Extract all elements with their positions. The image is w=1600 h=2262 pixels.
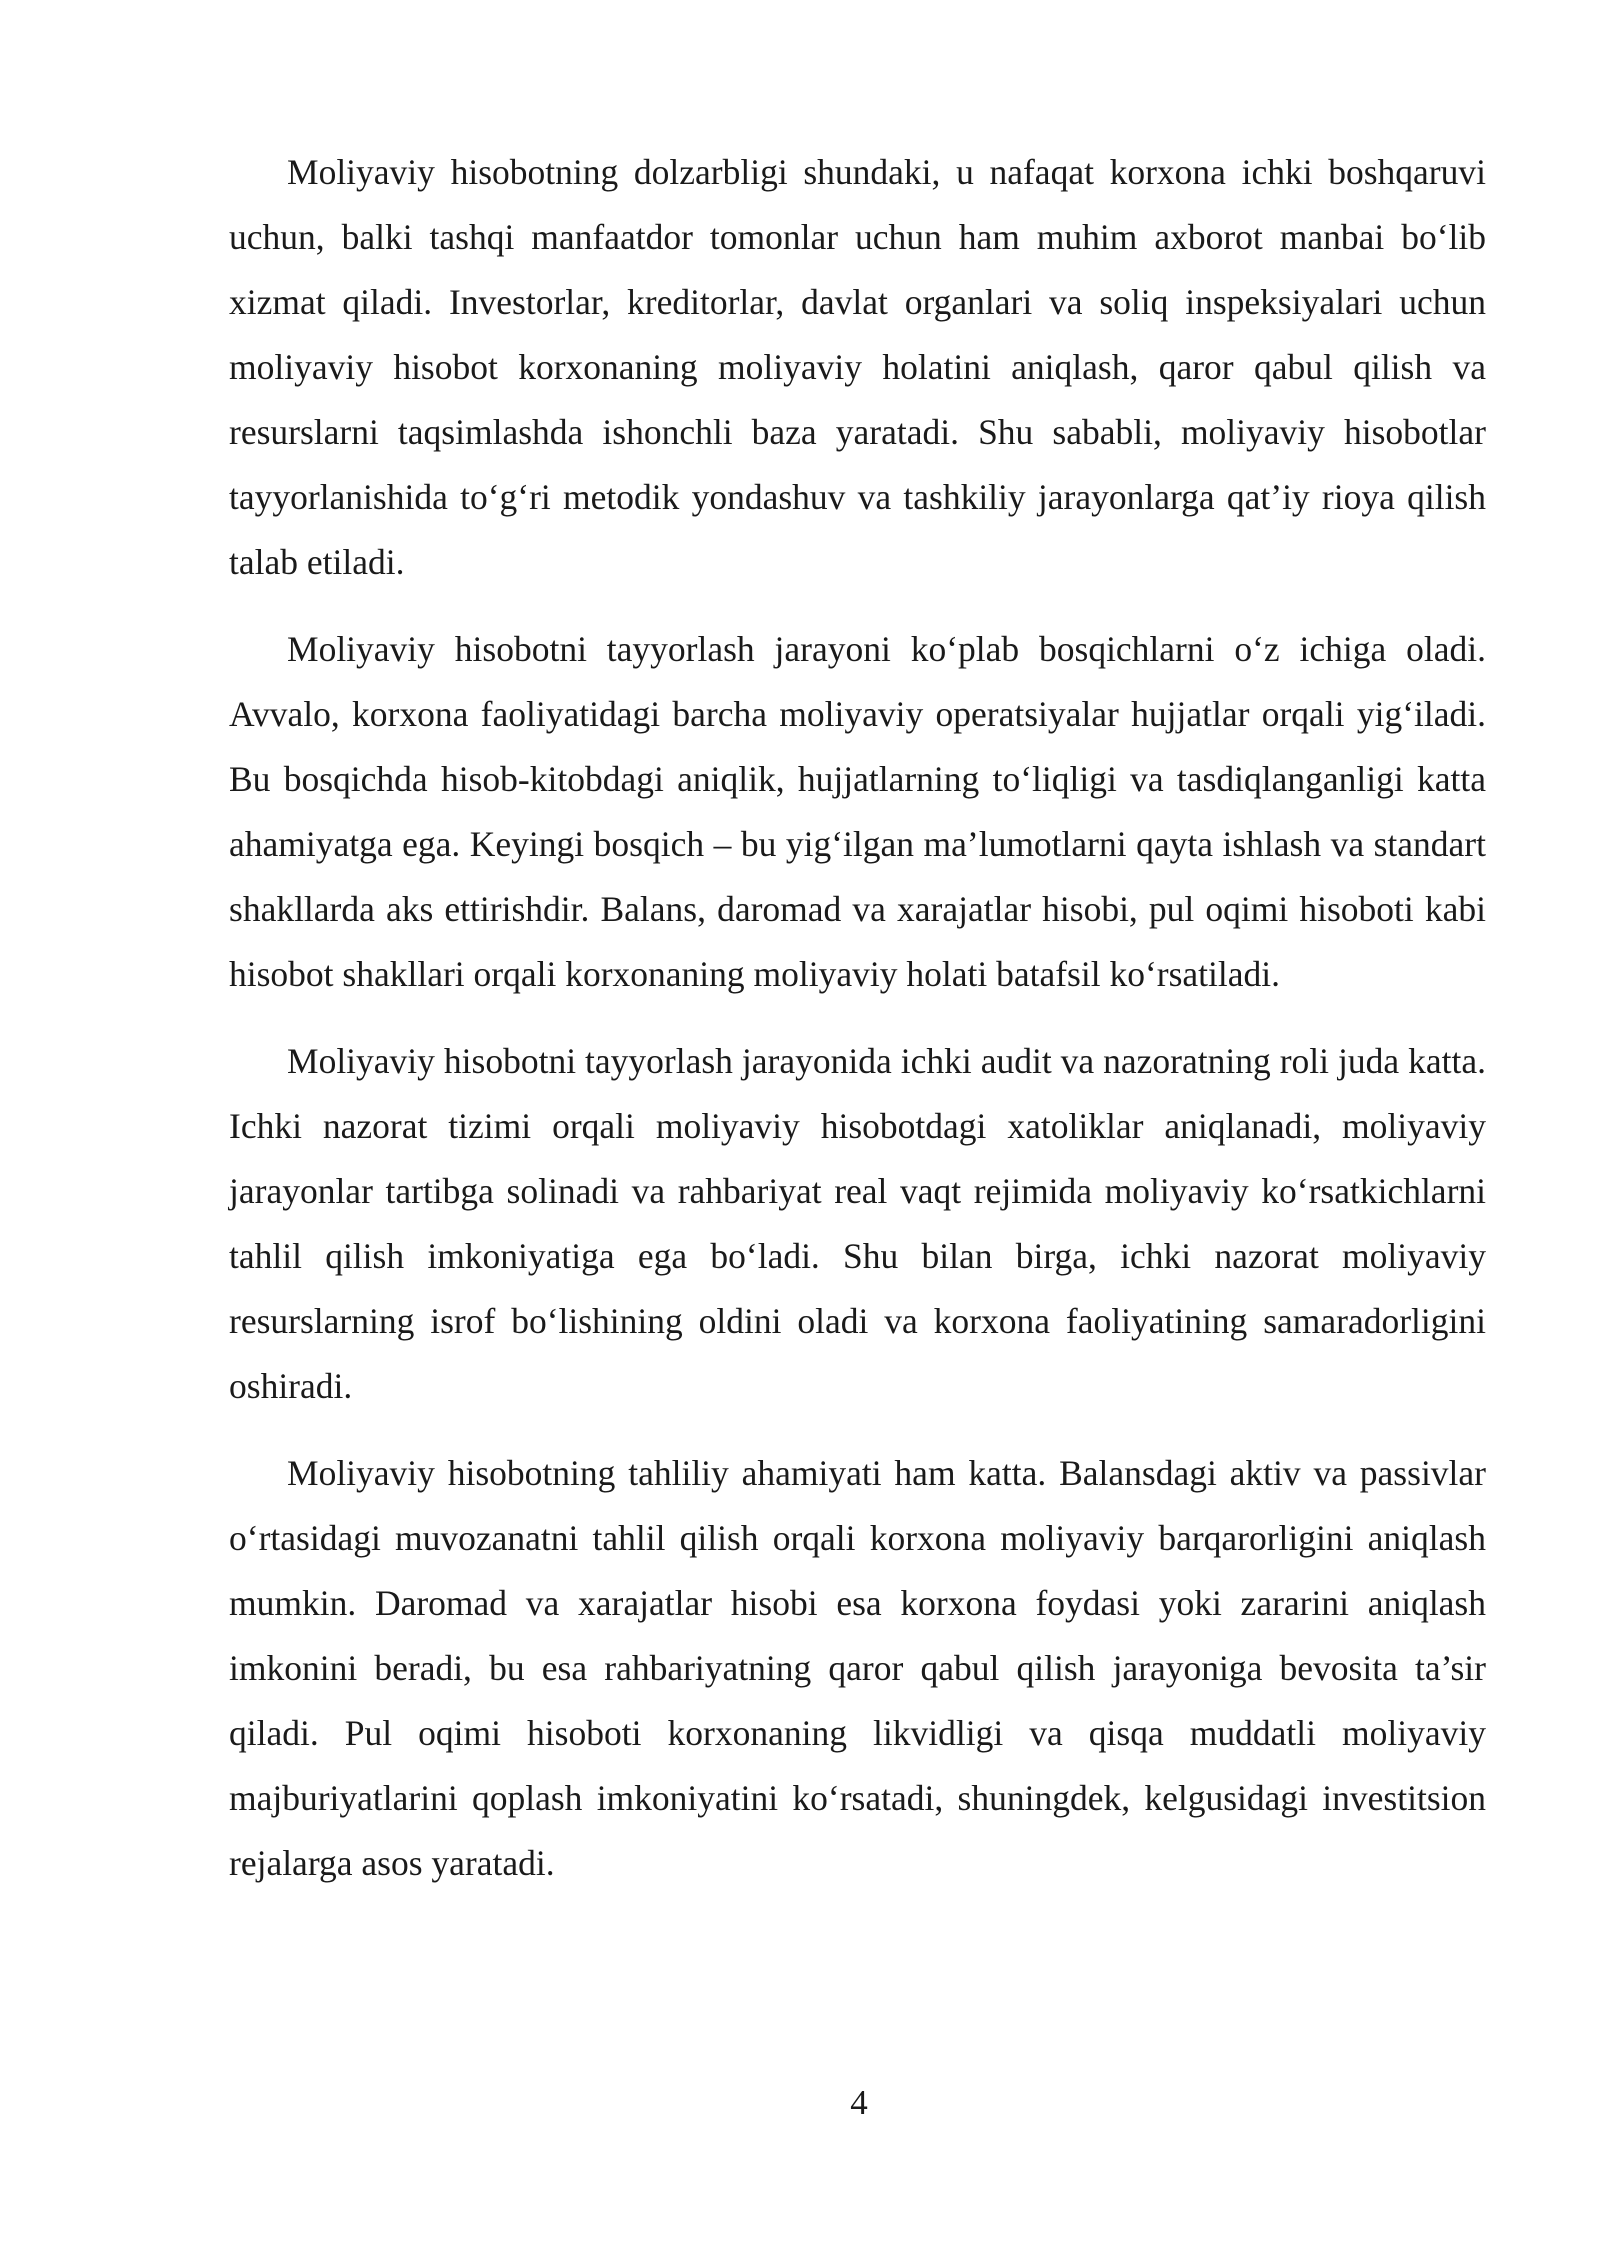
- paragraph-3: Moliyaviy hisobotni tayyorlash jarayonida ichki audit va nazoratning roli juda katta. Ichki nazorat tizimi orqali moliyaviy hisobotdagi xatoliklar aniqlanadi, moliyaviy jarayonlar tartibga solinadi va rahbariyat real vaqt rejimida moliyaviy ko‘rsatkichlarni tahlil qilish imkoniyatiga ega bo‘ladi. Shu bilan birga, ichki nazorat moliyaviy resurslarning isrof bo‘lishining oldini oladi va korxona faoliyatining samaradorligini oshiradi.: [229, 1041, 1486, 1406]
- page-body: [229, 140, 1486, 1918]
- paragraph-4: Moliyaviy hisobotning tahliliy ahamiyati ham katta. Balansdagi aktiv va passivlar o‘rtasidagi muvozanatni tahlil qilish orqali korxona moliyaviy barqarorligini aniqlash mumkin. Daromad va xarajatlar hisobi esa korxona foydasi yoki zararini aniqlash imkonini beradi, bu esa rahbariyatning qaror qabul qilish jarayoniga bevosita ta’sir qiladi. Pul oqimi hisoboti korxonaning likvidligi va qisqa muddatli moliyaviy majburiyatlarini qoplash imkoniyatini ko‘rsatadi, shuningdek, kelgusidagi investitsion rejalarga asos yaratadi.: [229, 1453, 1486, 1883]
- paragraph-1: Moliyaviy hisobotning dolzarbligi shundaki, u nafaqat korxona ichki boshqaruvi uchun, balki tashqi manfaatdor tomonlar uchun ham muhim axborot manbai bo‘lib xizmat qiladi. Investorlar, kreditorlar, davlat organlari va soliq inspeksiyalari uchun moliyaviy hisobot korxonaning moliyaviy holatini aniqlash, qaror qabul qilish va resurslarni taqsimlashda ishonchli baza yaratadi. Shu sababli, moliyaviy hisobotlar tayyorlanishida to‘g‘ri metodik yondashuv va tashkiliy jarayonlarga qat’iy rioya qilish talab etiladi.: [229, 152, 1486, 582]
- page-number: 4: [850, 2083, 868, 2122]
- paragraph-2: Moliyaviy hisobotni tayyorlash jarayoni ko‘plab bosqichlarni o‘z ichiga oladi. Avvalo, korxona faoliyatidagi barcha moliyaviy operatsiyalar hujjatlar orqali yig‘iladi. Bu bosqichda hisob-kitobdagi aniqlik, hujjatlarning to‘liqligi va tasdiqlanganligi katta ahamiyatga ega. Keyingi bosqich – bu yig‘ilgan ma’lumotlarni qayta ishlash va standart shakllarda aks ettirishdir. Balans, daromad va xarajatlar hisobi, pul oqimi hisoboti kabi hisobot shakllari orqali korxonaning moliyaviy holati batafsil ko‘rsatiladi.: [229, 629, 1486, 994]
